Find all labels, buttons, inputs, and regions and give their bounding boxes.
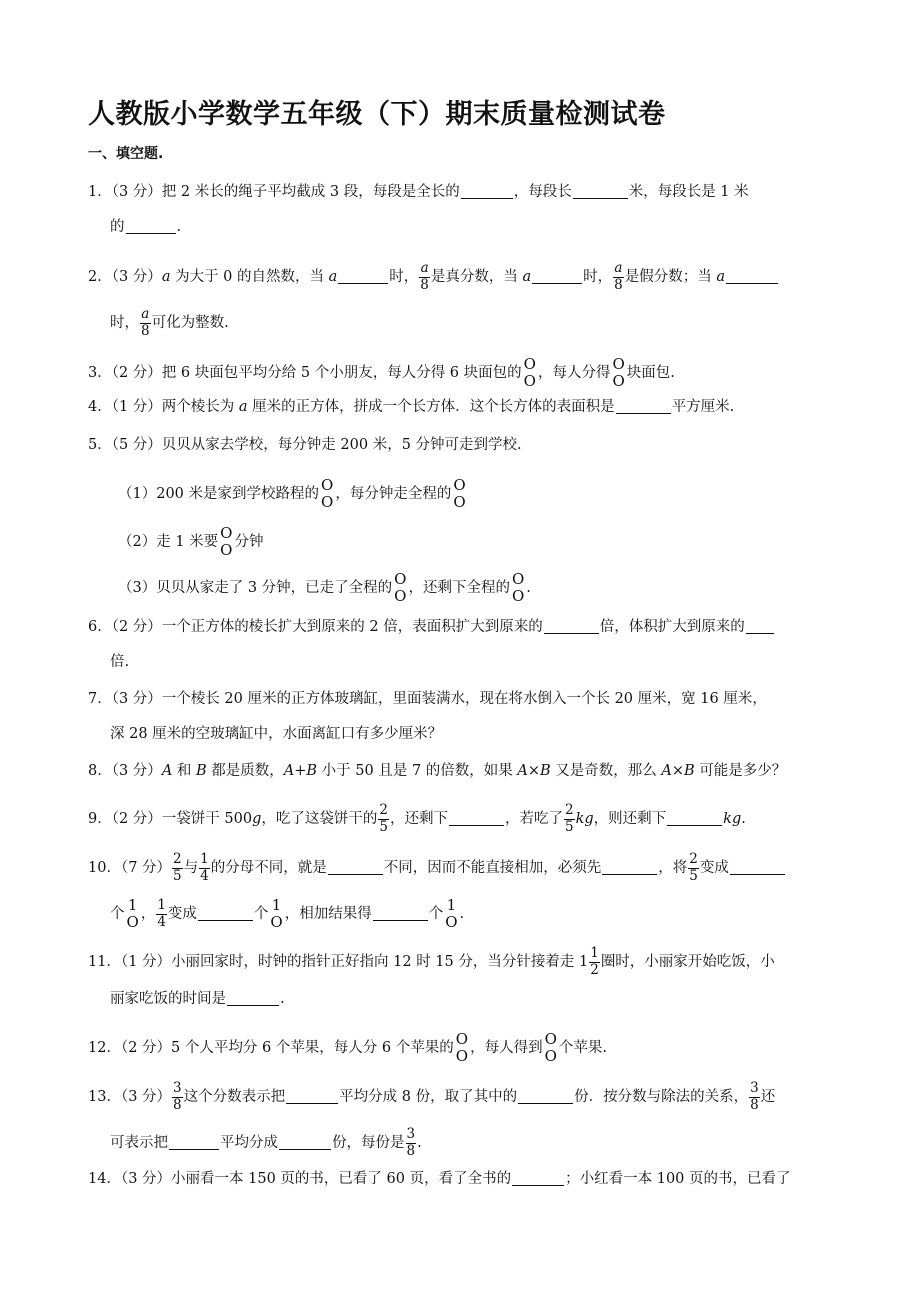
q9-text: 9．（2 分）一袋饼干 500 bbox=[88, 811, 253, 827]
q5-text: 5．（5 分）贝贝从家去学校，每分钟走 200 米，5 分钟可走到学校. bbox=[88, 437, 522, 453]
q13-text: 平均分成 bbox=[220, 1135, 278, 1151]
answer-blank[interactable] bbox=[573, 197, 628, 199]
q14-text: ；小红看一本 100 页的书，已看了 bbox=[565, 1171, 791, 1187]
q5-text: 分钟 bbox=[234, 534, 264, 550]
answer-blank[interactable] bbox=[126, 232, 176, 234]
answer-blank[interactable] bbox=[512, 1184, 564, 1186]
q13-text: 这个分数表示把 bbox=[183, 1089, 286, 1105]
answer-blank[interactable] bbox=[279, 1148, 331, 1150]
question-5-part-1 bbox=[118, 478, 836, 510]
mixed-number bbox=[579, 947, 601, 977]
fraction-1-over-placeholder[interactable] bbox=[126, 898, 140, 930]
fraction-a-over-8 bbox=[140, 308, 151, 338]
answer-blank[interactable] bbox=[616, 412, 671, 414]
q6-text: 倍，体积扩大到原来的 bbox=[599, 619, 745, 635]
fraction-numerator: O bbox=[453, 476, 466, 494]
question-5-part-3 bbox=[118, 572, 836, 604]
fraction-placeholder[interactable] bbox=[511, 572, 525, 604]
fraction-denominator: O bbox=[220, 541, 233, 559]
question-11-line-2 bbox=[110, 988, 836, 1010]
question-13-line-1 bbox=[88, 1082, 836, 1112]
q5-text: ，每分钟走全程的 bbox=[335, 486, 452, 502]
q12-text: 个苹果. bbox=[558, 1040, 607, 1056]
fraction-denominator: O bbox=[321, 493, 334, 511]
expression-a-times-b: A×B bbox=[661, 763, 695, 779]
fraction-2-over-5 bbox=[378, 804, 389, 834]
fraction-numerator: O bbox=[511, 570, 525, 588]
q2-text: 是真分数，当 bbox=[430, 269, 523, 285]
q5-text: （2）走 1 米要 bbox=[118, 534, 219, 550]
answer-blank[interactable] bbox=[532, 282, 582, 284]
fraction-denominator: 8 bbox=[406, 1142, 416, 1159]
fraction-placeholder[interactable] bbox=[611, 357, 625, 389]
fraction-2-over-5 bbox=[172, 853, 183, 883]
fraction-denominator: 2 bbox=[590, 961, 599, 978]
fraction-1-over-4 bbox=[156, 899, 167, 929]
question-11-line-1 bbox=[88, 947, 836, 977]
q9-text: . bbox=[741, 811, 746, 827]
fraction-numerator: O bbox=[523, 355, 536, 373]
question-8 bbox=[88, 760, 836, 782]
fraction-1-over-4 bbox=[199, 853, 210, 883]
q10-text: 变成 bbox=[699, 860, 729, 876]
fraction-numerator: 1 bbox=[200, 851, 209, 867]
q13-text: 还 bbox=[760, 1089, 776, 1105]
fraction-numerator: 3 bbox=[406, 1126, 416, 1142]
answer-blank[interactable] bbox=[169, 1148, 219, 1150]
fraction-numerator: a bbox=[420, 260, 429, 276]
fraction-3-over-8 bbox=[172, 1082, 183, 1112]
q4-text: 厘米的正方体，拼成一个长方体．这个长方体的表面积是 bbox=[247, 399, 615, 415]
variable-a: a bbox=[238, 399, 248, 415]
fraction-denominator: O bbox=[511, 587, 525, 605]
question-9 bbox=[88, 804, 836, 834]
fraction-numerator: 1 bbox=[127, 896, 138, 914]
fraction-numerator: 2 bbox=[379, 802, 388, 818]
q11-text: . bbox=[280, 991, 285, 1007]
question-7-line-1 bbox=[88, 688, 836, 710]
q5-text: . bbox=[526, 580, 531, 596]
q3-text: 3．（2 分）把 6 块面包平均分给 5 个小朋友，每人分得 6 块面包的 bbox=[88, 365, 522, 381]
q9-text: ，若吃了 bbox=[505, 811, 563, 827]
q8-text: 和 bbox=[172, 763, 197, 779]
fraction-numerator: O bbox=[394, 570, 407, 588]
fraction-2-over-5 bbox=[564, 804, 575, 834]
question-6-line-1 bbox=[88, 616, 836, 638]
q10-text: ， bbox=[140, 906, 156, 922]
question-5 bbox=[88, 434, 836, 456]
fraction-3-over-8 bbox=[749, 1082, 760, 1112]
q2-text: 为大于 0 的自然数，当 bbox=[170, 269, 329, 285]
question-14 bbox=[88, 1168, 836, 1190]
mixed-whole: 1 bbox=[578, 954, 589, 970]
q1-text: 米，每段长是 1 米 bbox=[628, 184, 749, 200]
question-10-line-1 bbox=[88, 853, 836, 883]
fraction-numerator: O bbox=[455, 1030, 469, 1048]
q10-text: 个 bbox=[110, 906, 125, 922]
fraction-numerator: O bbox=[220, 524, 233, 542]
answer-blank[interactable] bbox=[602, 873, 657, 875]
answer-blank[interactable] bbox=[227, 1004, 279, 1006]
fraction-denominator: 5 bbox=[379, 818, 388, 835]
q13-text: 13．（3 分） bbox=[88, 1089, 172, 1105]
question-6-line-2 bbox=[110, 651, 836, 673]
fraction-numerator: 1 bbox=[590, 945, 599, 961]
question-10-line-2 bbox=[110, 898, 836, 930]
fraction-placeholder[interactable] bbox=[320, 478, 334, 510]
q10-text: 与 bbox=[183, 860, 199, 876]
fraction-denominator: 4 bbox=[157, 913, 166, 930]
q7-text: 7．（3 分）一个棱长 20 厘米的正方体玻璃缸，里面装满水，现在将水倒入一个长 20 厘米，宽 16 厘米， bbox=[88, 691, 767, 707]
unit-g: g bbox=[252, 811, 262, 827]
fraction-a-over-8 bbox=[419, 262, 430, 292]
answer-blank[interactable] bbox=[198, 919, 253, 921]
q9-text: ，还剩下 bbox=[390, 811, 448, 827]
q10-text: 个 bbox=[253, 906, 269, 922]
fraction-1-over-placeholder[interactable] bbox=[269, 898, 283, 930]
answer-blank[interactable] bbox=[338, 282, 388, 284]
question-3 bbox=[88, 357, 836, 389]
q9-text: ，吃了这袋饼干的 bbox=[261, 811, 378, 827]
q7-text: 深 28 厘米的空玻璃缸中，水面离缸口有多少厘米？ bbox=[110, 726, 443, 742]
fraction-denominator: 8 bbox=[614, 276, 623, 293]
answer-blank[interactable] bbox=[730, 873, 785, 875]
question-7-line-2 bbox=[110, 723, 836, 745]
q2-text: 时， bbox=[110, 315, 139, 331]
q2-text: 时， bbox=[389, 269, 419, 285]
q1-text: . bbox=[176, 219, 182, 235]
q6-text: 6．（2 分）一个正方体的棱长扩大到原来的 2 倍，表面积扩大到原来的 bbox=[88, 619, 543, 635]
section-heading: 一、填空题. bbox=[88, 146, 164, 162]
question-13-line-2 bbox=[110, 1128, 836, 1158]
fraction-denominator: O bbox=[394, 587, 407, 605]
question-12 bbox=[88, 1032, 836, 1064]
fraction-1-over-placeholder[interactable] bbox=[444, 898, 458, 930]
answer-blank[interactable] bbox=[328, 873, 383, 875]
q10-text: 个 bbox=[428, 906, 444, 922]
q3-text: ，每人分得 bbox=[537, 365, 611, 381]
variable-A: A bbox=[161, 763, 173, 779]
q1-text: ，每段长 bbox=[513, 184, 572, 200]
q8-text: 小于 50 且是 7 的倍数，如果 bbox=[317, 763, 518, 779]
question-1-line-2 bbox=[110, 216, 836, 238]
fraction-denominator: 8 bbox=[173, 1096, 182, 1113]
unit-kg: kg bbox=[575, 811, 594, 827]
answer-blank[interactable] bbox=[667, 824, 722, 826]
fraction-numerator: 2 bbox=[565, 802, 574, 818]
q10-text: ，相加结果得 bbox=[284, 906, 372, 922]
fraction-numerator: O bbox=[612, 355, 625, 373]
fraction-denominator: O bbox=[270, 913, 283, 931]
fraction-placeholder[interactable] bbox=[452, 478, 466, 510]
q2-text: 是假分数；当 bbox=[624, 269, 717, 285]
variable-a: a bbox=[522, 269, 532, 285]
q2-text: 可化为整数. bbox=[151, 315, 229, 331]
fraction-1-over-2 bbox=[589, 947, 600, 977]
page-title: 人教版小学数学五年级（下）期末质量检测试卷 bbox=[88, 99, 666, 130]
expression-a-times-b: A×B bbox=[517, 763, 551, 779]
question-2-line-2 bbox=[110, 308, 836, 338]
question-5-part-2 bbox=[118, 526, 836, 558]
fraction-placeholder[interactable] bbox=[523, 357, 537, 389]
fraction-denominator: O bbox=[455, 1047, 469, 1065]
fraction-placeholder[interactable] bbox=[219, 526, 233, 558]
fraction-denominator: 4 bbox=[200, 867, 209, 884]
q12-text: 12．（2 分）5 个人平均分 6 个苹果，每人分 6 个苹果的 bbox=[88, 1040, 454, 1056]
fraction-a-over-8 bbox=[613, 262, 624, 292]
q5-text: ，还剩下全程的 bbox=[408, 580, 510, 596]
fraction-denominator: 5 bbox=[565, 818, 574, 835]
fraction-placeholder[interactable] bbox=[544, 1032, 558, 1064]
answer-blank[interactable] bbox=[449, 824, 504, 826]
q8-text: 可能是多少？ bbox=[694, 763, 787, 779]
fraction-numerator: 2 bbox=[173, 851, 182, 867]
fraction-3-over-8 bbox=[406, 1128, 417, 1158]
unit-kg: kg bbox=[723, 811, 742, 827]
fraction-2-over-5 bbox=[688, 853, 699, 883]
q13-text: 平均分成 8 份，取了其中的 bbox=[339, 1089, 518, 1105]
fraction-numerator: 1 bbox=[271, 896, 282, 914]
q2-text: 2．（3 分） bbox=[88, 269, 162, 285]
fraction-denominator: 8 bbox=[141, 322, 150, 339]
fraction-denominator: O bbox=[453, 493, 466, 511]
fraction-numerator: 2 bbox=[689, 851, 698, 867]
q2-text: 时， bbox=[583, 269, 613, 285]
q8-text: 又是奇数，那么 bbox=[550, 763, 662, 779]
answer-blank[interactable] bbox=[286, 1102, 338, 1104]
q5-text: （3）贝贝从家走了 3 分钟，已走了全程的 bbox=[118, 580, 393, 596]
fraction-denominator: 5 bbox=[689, 867, 698, 884]
q8-text: 8．（3 分） bbox=[88, 763, 162, 779]
q10-text: 的分母不同，就是 bbox=[210, 860, 327, 876]
question-2-line-1 bbox=[88, 262, 836, 292]
answer-blank[interactable] bbox=[518, 1102, 573, 1104]
fraction-numerator: O bbox=[321, 476, 334, 494]
variable-a: a bbox=[716, 269, 726, 285]
fraction-placeholder[interactable] bbox=[393, 572, 407, 604]
answer-blank[interactable] bbox=[746, 632, 774, 634]
fraction-denominator: O bbox=[544, 1047, 557, 1065]
fraction-denominator: O bbox=[445, 913, 458, 931]
q11-text: 圈时，小丽家开始吃饭，小 bbox=[600, 954, 775, 970]
answer-blank[interactable] bbox=[373, 919, 428, 921]
q1-text: 的 bbox=[110, 219, 125, 235]
fraction-denominator: O bbox=[523, 372, 536, 390]
fraction-placeholder[interactable] bbox=[455, 1032, 469, 1064]
q10-text: 变成 bbox=[167, 906, 197, 922]
q9-text: ，则还剩下 bbox=[593, 811, 667, 827]
q8-text: 都是质数， bbox=[206, 763, 284, 779]
q11-text: 11．（1 分）小丽回家时，时钟的指针正好指向 12 时 15 分，当分针接着走 bbox=[88, 954, 579, 970]
variable-B: B bbox=[196, 763, 207, 779]
q6-text: 倍. bbox=[110, 654, 130, 670]
variable-a: a bbox=[161, 269, 171, 285]
question-1-line-1 bbox=[88, 181, 836, 203]
question-4 bbox=[88, 396, 836, 418]
fraction-numerator: 1 bbox=[157, 897, 166, 913]
q10-text: ，将 bbox=[658, 860, 688, 876]
q13-text: 份．按分数与除法的关系， bbox=[574, 1089, 749, 1105]
fraction-denominator: 8 bbox=[420, 276, 429, 293]
q10-text: 10．（7 分） bbox=[88, 860, 172, 876]
answer-blank[interactable] bbox=[461, 197, 513, 199]
fraction-denominator: O bbox=[612, 372, 625, 390]
q13-text: 份，每份是 bbox=[332, 1135, 405, 1151]
q14-text: 14．（3 分）小丽看一本 150 页的书，已看了 60 页，看了全书的 bbox=[88, 1171, 512, 1187]
answer-blank[interactable] bbox=[544, 632, 599, 634]
q12-text: ，每人得到 bbox=[470, 1040, 543, 1056]
fraction-numerator: a bbox=[614, 260, 623, 276]
q10-text: . bbox=[459, 906, 465, 922]
q11-text: 丽家吃饭的时间是 bbox=[110, 991, 226, 1007]
q13-text: . bbox=[417, 1135, 422, 1151]
fraction-numerator: 3 bbox=[173, 1080, 182, 1096]
fraction-denominator: 8 bbox=[750, 1096, 759, 1113]
fraction-denominator: O bbox=[126, 913, 139, 931]
expression-a-plus-b: A+B bbox=[283, 763, 318, 779]
q4-text: 平方厘米. bbox=[671, 399, 735, 415]
fraction-numerator: O bbox=[544, 1030, 557, 1048]
q3-text: 块面包. bbox=[626, 365, 675, 381]
fraction-numerator: 1 bbox=[446, 896, 457, 914]
q13-text: 可表示把 bbox=[110, 1135, 168, 1151]
fraction-numerator: a bbox=[141, 306, 150, 322]
variable-a: a bbox=[328, 269, 338, 285]
answer-blank[interactable] bbox=[726, 282, 778, 284]
q4-text: 4．（1 分）两个棱长为 bbox=[88, 399, 239, 415]
q1-text: 1．（3 分）把 2 米长的绳子平均截成 3 段，每段是全长的 bbox=[88, 184, 460, 200]
q10-text: 不同，因而不能直接相加，必须先 bbox=[383, 860, 602, 876]
fraction-numerator: 3 bbox=[750, 1080, 759, 1096]
fraction-denominator: 5 bbox=[173, 867, 182, 884]
q5-text: （1）200 米是家到学校路程的 bbox=[118, 486, 320, 502]
